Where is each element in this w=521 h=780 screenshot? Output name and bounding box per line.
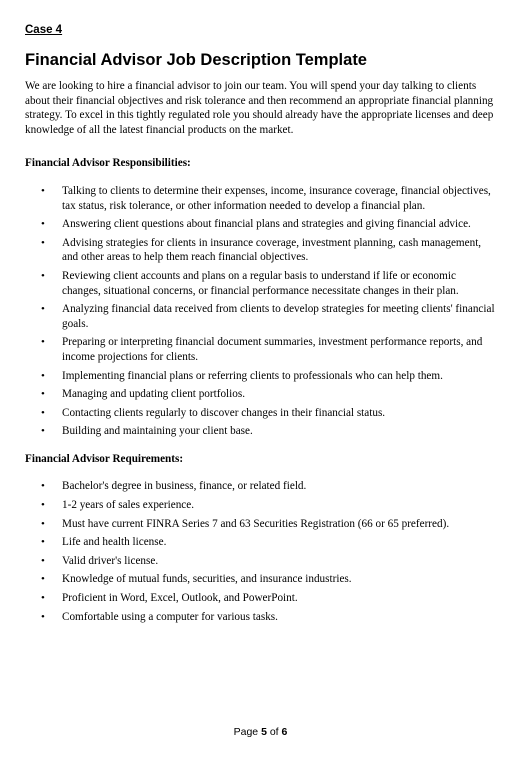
list-item bbox=[25, 335, 497, 364]
list-item-text: Knowledge of mutual funds, securities, and insurance industries. bbox=[62, 573, 352, 586]
list-item-text: Proficient in Word, Excel, Outlook, and PowerPoint. bbox=[62, 592, 298, 605]
bullet-icon: • bbox=[41, 480, 45, 493]
bullet-icon: • bbox=[41, 269, 45, 282]
list-item bbox=[25, 369, 497, 384]
bullet-icon: • bbox=[41, 218, 45, 231]
list-item-text: Bachelor's degree in business, finance, or related field. bbox=[62, 480, 307, 493]
bullet-icon: • bbox=[41, 336, 45, 349]
intro-paragraph: We are looking to hire a financial advisor to join our team. You will spend your day talking to clients about their financial objectives and risk tolerance and then recommend an appropriate financial planning strategy. To excel in this tightly regulated role you should already have the appropriate licenses and deep knowledge of all the latest financial products on the market. bbox=[25, 80, 494, 136]
bullet-icon: • bbox=[41, 369, 45, 382]
bullet-icon: • bbox=[41, 406, 45, 419]
list-item bbox=[25, 554, 497, 569]
list-item-text: Answering client questions about financial plans and strategies and giving financial advice. bbox=[62, 218, 471, 231]
bullet-icon: • bbox=[41, 592, 45, 605]
case-label: Case 4 bbox=[25, 24, 63, 36]
list-item-text: Comfortable using a computer for various tasks. bbox=[62, 610, 278, 623]
requirements-list bbox=[25, 479, 497, 624]
requirements-heading: Financial Advisor Requirements: bbox=[25, 452, 184, 465]
list-item-text: Managing and updating client portfolios. bbox=[62, 388, 246, 401]
bullet-icon: • bbox=[41, 425, 45, 438]
list-item bbox=[25, 479, 497, 494]
list-item bbox=[25, 498, 497, 513]
list-item-text: Advising strategies for clients in insurance coverage, investment planning, cash management, and other areas to help them reach financial objectives. bbox=[62, 236, 482, 264]
list-item bbox=[25, 269, 497, 298]
list-item bbox=[25, 591, 497, 606]
bullet-icon: • bbox=[41, 499, 45, 512]
list-item bbox=[25, 236, 497, 265]
responsibilities-heading: Financial Advisor Responsibilities: bbox=[25, 157, 191, 170]
footer-current-page: 5 bbox=[261, 726, 267, 738]
footer-total-pages: 6 bbox=[281, 726, 288, 738]
list-item bbox=[25, 535, 497, 550]
list-item bbox=[25, 424, 497, 439]
list-item-text: Building and maintaining your client base. bbox=[62, 425, 253, 438]
list-item-text: Implementing financial plans or referring clients to professionals who can help them. bbox=[62, 369, 443, 382]
list-item-text: Analyzing financial data received from clients to develop strategies for meeting clients' financial goals. bbox=[62, 303, 495, 330]
list-item-text: Talking to clients to determine their expenses, income, insurance coverage, financial objectives, tax status, risk tolerance, or other information needed to develop a financial plan. bbox=[62, 184, 491, 212]
list-item-text: Life and health license. bbox=[62, 536, 167, 549]
list-item bbox=[25, 572, 497, 587]
bullet-icon: • bbox=[41, 610, 45, 623]
list-item bbox=[25, 406, 497, 421]
bullet-icon: • bbox=[41, 517, 45, 530]
bullet-icon: • bbox=[41, 303, 45, 316]
page-footer bbox=[0, 726, 521, 738]
page-title: Financial Advisor Job Description Template bbox=[25, 51, 367, 69]
list-item-text: 1-2 years of sales experience. bbox=[62, 499, 195, 512]
responsibilities-list bbox=[25, 184, 497, 439]
list-item bbox=[25, 387, 497, 402]
list-item bbox=[25, 610, 497, 625]
list-item bbox=[25, 302, 497, 331]
footer-prefix: Page bbox=[233, 726, 262, 738]
list-item-text: Must have current FINRA Series 7 and 63 Securities Registration (66 or 65 preferred). bbox=[62, 517, 450, 530]
list-item-text: Preparing or interpreting financial document summaries, investment performance reports, and income projections for clients. bbox=[62, 336, 483, 363]
footer-middle: of bbox=[266, 726, 282, 738]
bullet-icon: • bbox=[41, 388, 45, 401]
bullet-icon: • bbox=[41, 536, 45, 549]
list-item-text: Reviewing client accounts and plans on a regular basis to understand if life or economic changes, situational concerns, or financial performance necessitate changes in their plan. bbox=[62, 269, 459, 297]
bullet-icon: • bbox=[41, 573, 45, 586]
list-item bbox=[25, 517, 497, 532]
document-page bbox=[25, 22, 497, 628]
list-item bbox=[25, 184, 497, 213]
bullet-icon: • bbox=[41, 554, 45, 567]
list-item-text: Valid driver's license. bbox=[62, 554, 159, 567]
list-item bbox=[25, 217, 497, 232]
bullet-icon: • bbox=[41, 236, 45, 249]
bullet-icon: • bbox=[41, 184, 45, 197]
list-item-text: Contacting clients regularly to discover changes in their financial status. bbox=[62, 406, 386, 419]
